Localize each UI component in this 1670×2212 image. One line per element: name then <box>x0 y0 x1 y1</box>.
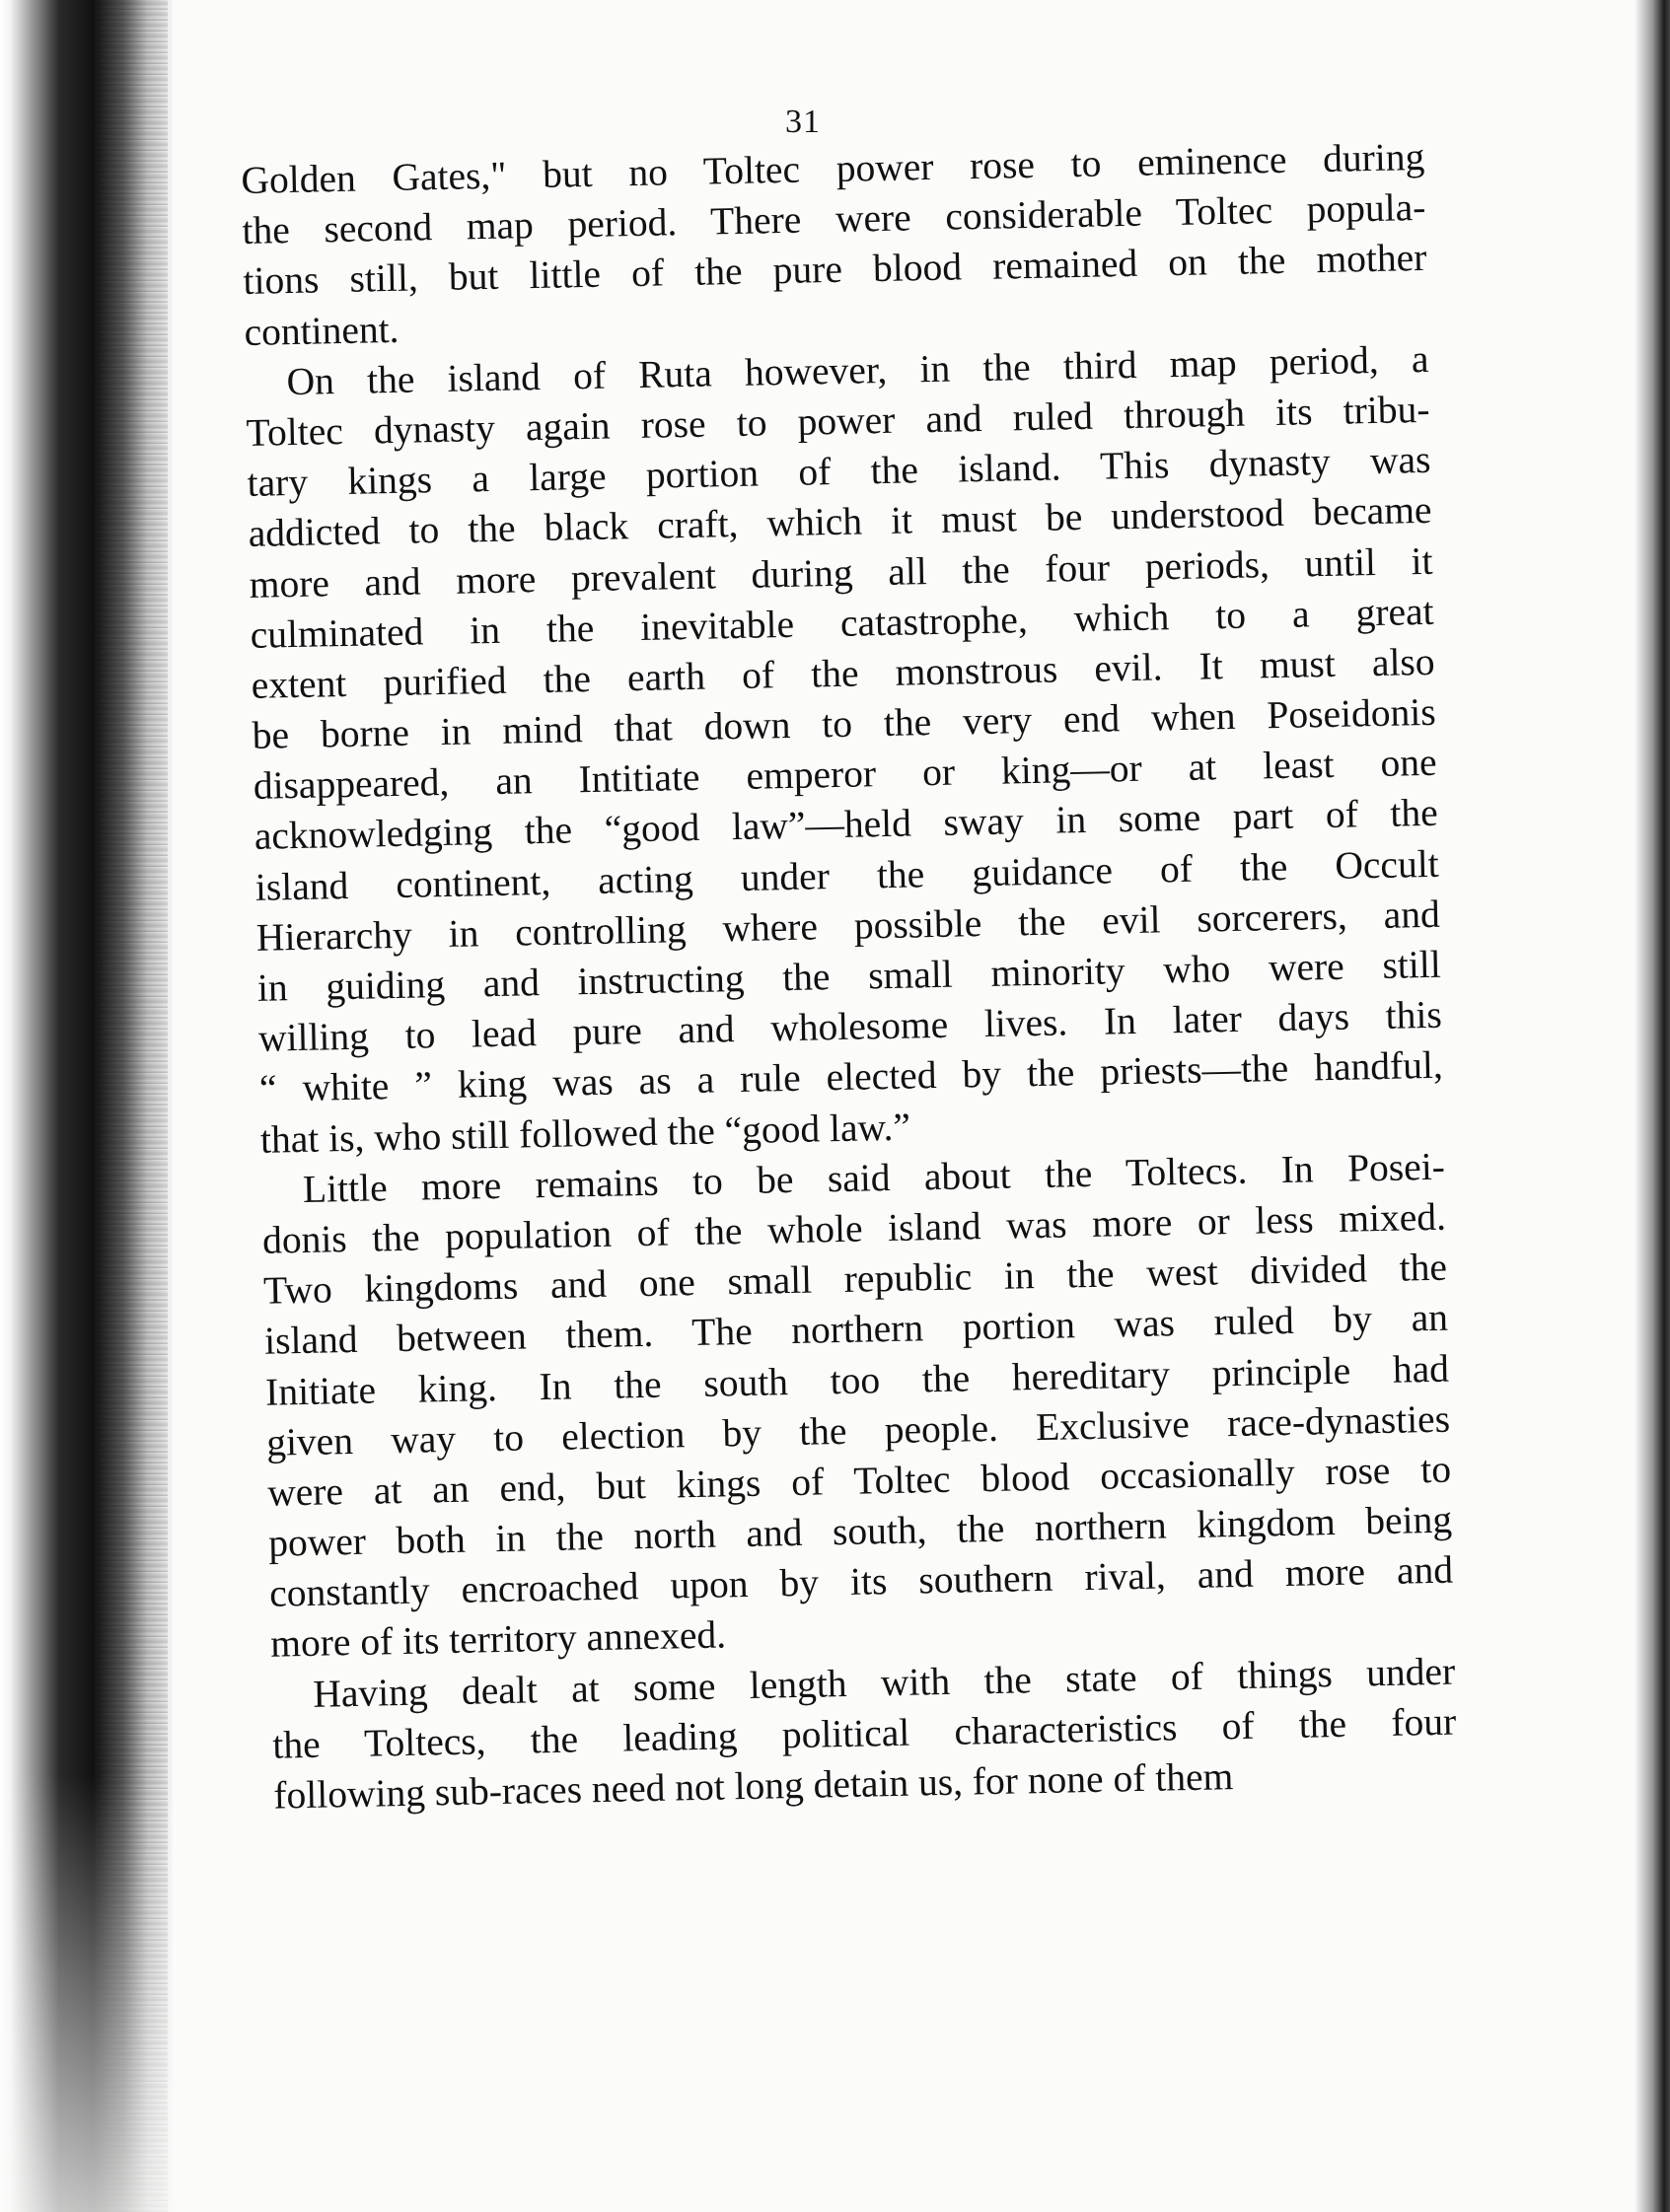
text-line: Little more remains to be said about the Toltecs. In Posei- <box>302 1144 1446 1211</box>
page-number: 31 <box>785 104 821 140</box>
text-line: be borne in mind that down to the very end when Poseidonis <box>252 689 1437 757</box>
page-edge-right <box>1634 0 1670 2212</box>
text-line: Two kingdoms and one small republic in the west divided the <box>262 1245 1448 1313</box>
text-line: the Toltecs, the leading political characteristics of the four <box>271 1699 1457 1767</box>
text-line: “ white ” king was as a rule elected by the priests—the handful, <box>258 1043 1444 1111</box>
text-line: Initiate king. In the south too the hereditary principle had <box>264 1346 1450 1414</box>
text-line: tions still, but little of the pure blood remained on the mother <box>243 236 1427 304</box>
text-line: given way to election by the people. Exclusive race-dynasties <box>265 1396 1451 1464</box>
text-line: willing to lead pure and wholesome lives. In later days this <box>257 992 1443 1061</box>
text-line: more of its territory annexed. <box>269 1612 727 1667</box>
book-binding-shadow-left <box>0 0 173 2212</box>
paragraph <box>245 334 1444 1166</box>
text-line: culminated in the inevitable catastrophe, which to a great <box>250 589 1434 657</box>
text-line: addicted to the black craft, which it must be understood became <box>248 488 1432 556</box>
text-line: power both in the north and south, the northern kingdom being <box>267 1497 1453 1565</box>
text-line: tary kings a large portion of the island. This dynasty was <box>247 437 1431 506</box>
text-line: following sub-races need not long detain us, for none of them <box>272 1754 1234 1818</box>
text-line: Toltec dynasty again rose to power and ruled through its tribu- <box>246 387 1430 455</box>
paragraph <box>261 1141 1455 1670</box>
text-line: Golden Gates," but no Toltec power rose to eminence during <box>241 134 1425 202</box>
text-line: that is, who still followed the “good law.” <box>259 1105 911 1162</box>
text-line: island continent, acting under the guidance of the Occult <box>254 841 1440 909</box>
text-line: Having dealt at some length with the state of things under <box>312 1649 1456 1716</box>
text-line: acknowledging the “good law”—held sway in some part of the <box>254 791 1439 859</box>
text-line: continent. <box>244 307 399 354</box>
text-line: On the island of Ruta however, in the third map period, a <box>286 336 1429 403</box>
paragraph <box>271 1646 1458 1821</box>
text-line: extent purified the earth of the monstrous evil. It must also <box>251 639 1435 707</box>
body-text <box>241 132 1458 1821</box>
text-line: more and more prevalent during all the four periods, until it <box>249 538 1433 607</box>
text-line: the second map period. There were considerable Toltec popula- <box>242 185 1426 253</box>
text-line: were at an end, but kings of Toltec blood occasionally rose to <box>266 1447 1452 1515</box>
scan-fade <box>0 1775 173 2212</box>
text-line: disappeared, an Intitiate emperor or king—or at least one <box>253 741 1438 809</box>
paragraph <box>241 132 1428 358</box>
text-line: in guiding and instructing the small minority who were still <box>256 942 1442 1010</box>
text-line: constantly encroached upon by its southern rival, and more and <box>268 1547 1454 1615</box>
text-line: island between them. The northern portion was ruled by an <box>263 1295 1449 1364</box>
text-line: Hierarchy in controlling where possible the evil sorcerers, and <box>255 892 1441 960</box>
text-line: donis the population of the whole island was more or less mixed. <box>261 1194 1447 1262</box>
